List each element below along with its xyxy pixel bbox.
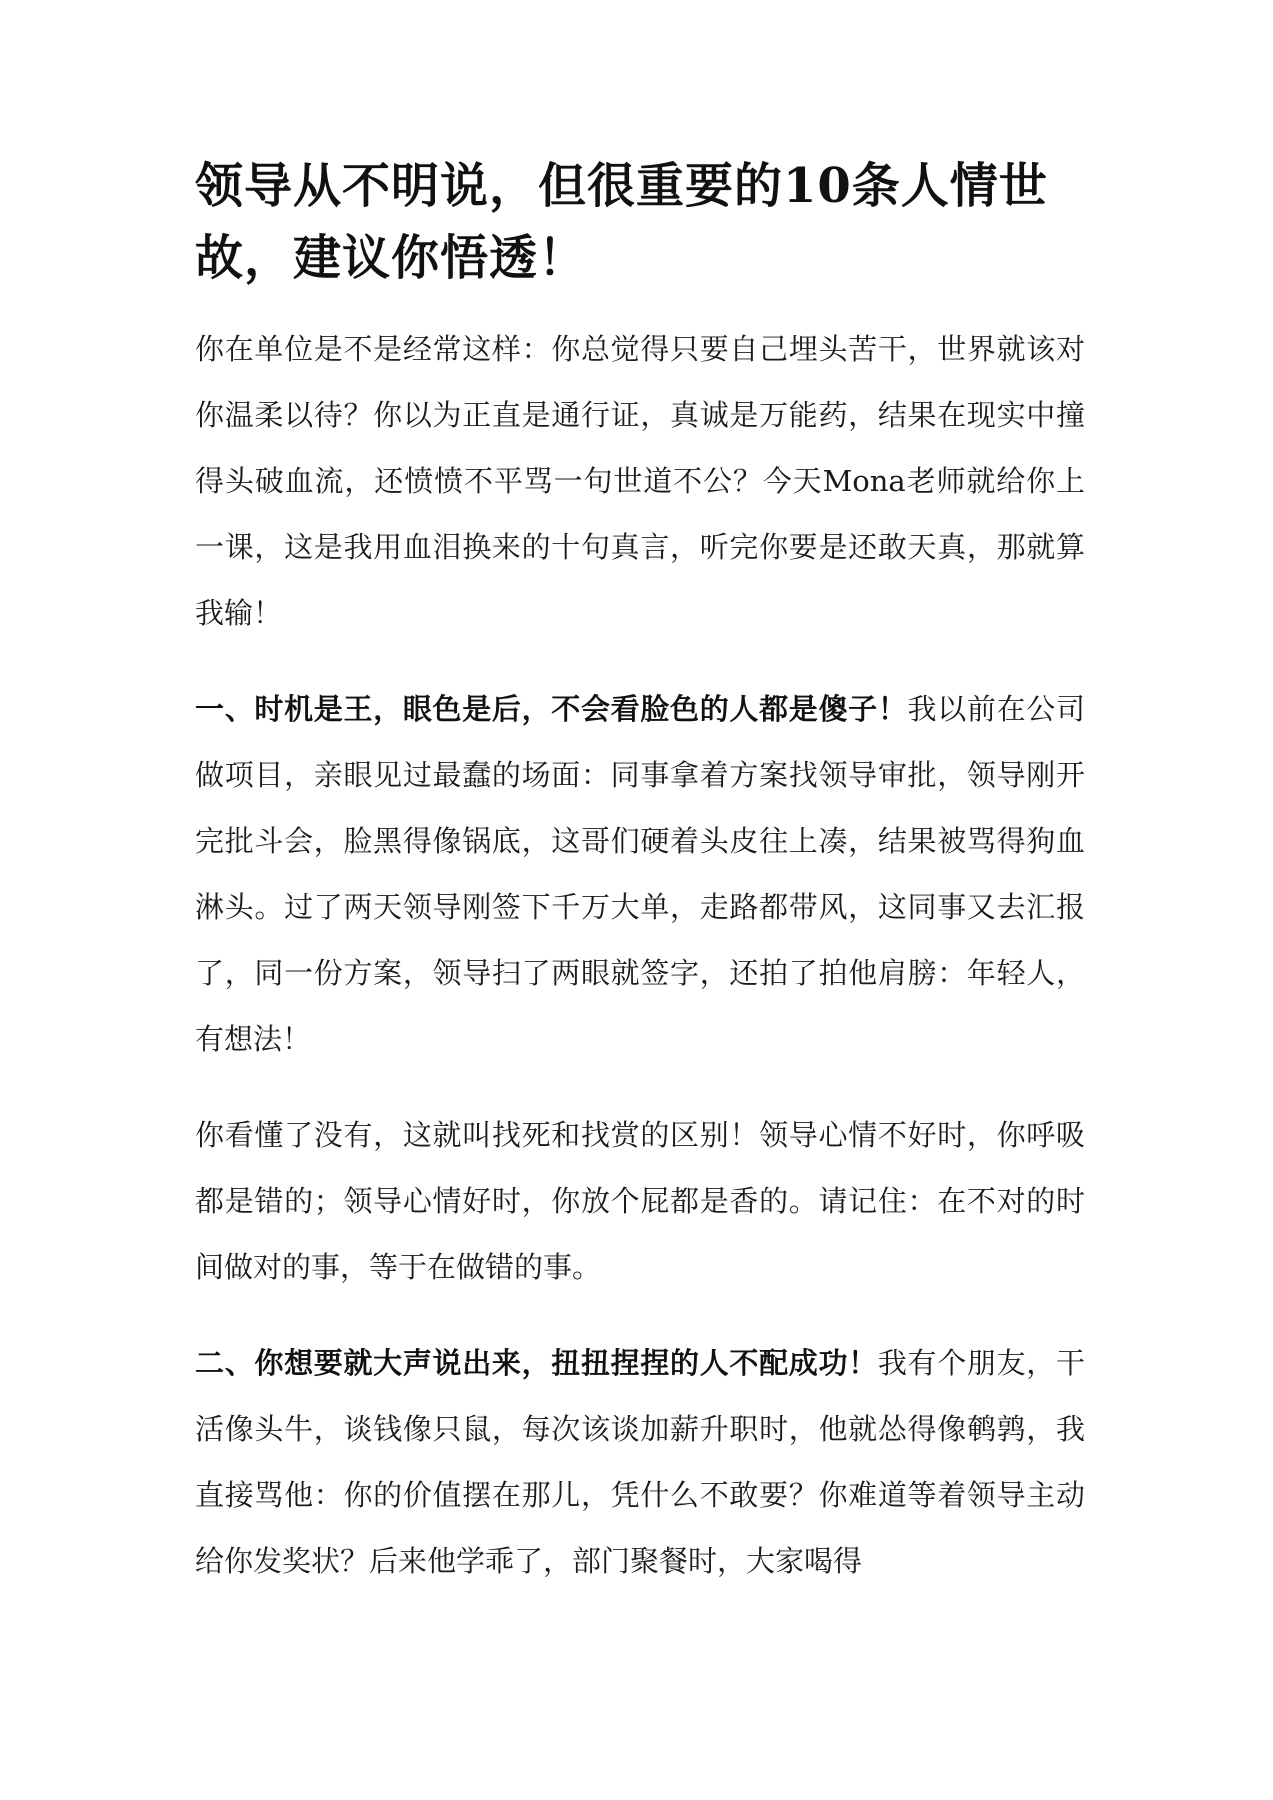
paragraph-text: 我有个朋友，干活像头牛，谈钱像只鼠，每次该谈加薪升职时，他就怂得像鹌鹑，我直接骂他：你的价值摆在那儿，凭什么不敢要？你难道等着领导主动给你发奖状？后来他学乖了，部门聚餐时，大家喝得 xyxy=(195,1346,1085,1578)
paragraph-text: 你在单位是不是经常这样：你总觉得只要自己埋头苦干，世界就该对你温柔以待？你以为正直是通行证，真诚是万能药，结果在现实中撞得头破血流，还愤愤不平骂一句世道不公？今天Mona老师就给你上一课，这是我用血泪换来的十句真言，听完你要是还敢天真，那就算我输！ xyxy=(195,332,1085,630)
paragraph-point-one-summary xyxy=(195,1102,1085,1300)
paragraph-text: 你看懂了没有，这就叫找死和找赏的区别！领导心情不好时，你呼吸都是错的；领导心情好时，你放个屁都是香的。请记住：在不对的时间做对的事，等于在做错的事。 xyxy=(195,1118,1085,1284)
paragraph-lead-heading: 二、你想要就大声说出来，扭扭捏捏的人不配成功！ xyxy=(195,1346,878,1380)
paragraph-text: 我以前在公司做项目，亲眼见过最蠢的场面：同事拿着方案找领导审批，领导刚开完批斗会，脸黑得像锅底，这哥们硬着头皮往上凑，结果被骂得狗血淋头。过了两天领导刚签下千万大单，走路都带风，这同事又去汇报了，同一份方案，领导扫了两眼就签字，还拍了拍他肩膀：年轻人，有想法！ xyxy=(195,692,1085,1056)
document-page xyxy=(195,150,1085,1594)
paragraph-lead-heading: 一、时机是王，眼色是后，不会看脸色的人都是傻子！ xyxy=(195,692,908,726)
paragraph-point-one xyxy=(195,676,1085,1072)
document-title: 领导从不明说，但很重要的10条人情世故，建议你悟透！ xyxy=(195,158,1048,286)
paragraph-intro xyxy=(195,316,1085,646)
paragraph-point-two xyxy=(195,1330,1085,1594)
